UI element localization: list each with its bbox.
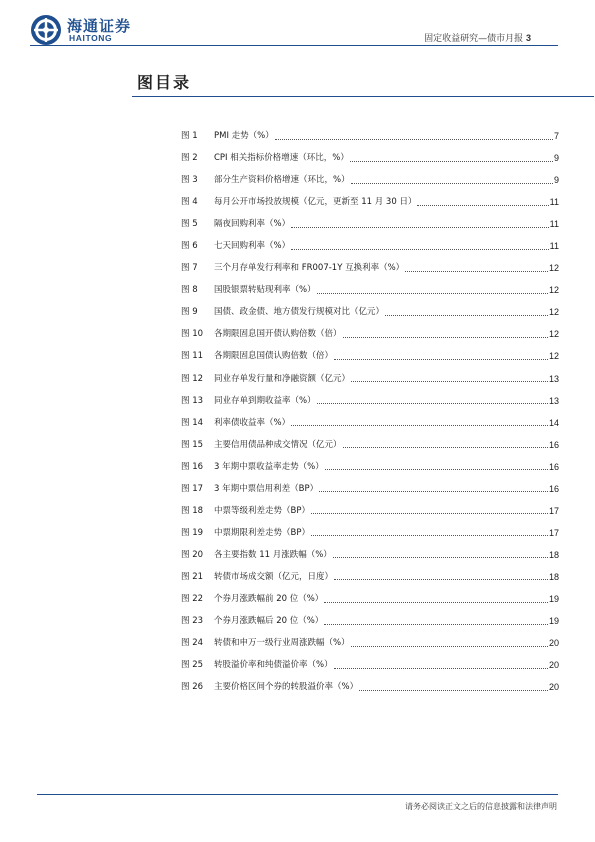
toc-entry[interactable] [181, 544, 559, 566]
toc-entry-label: 图 3 [181, 175, 198, 186]
toc-entry-label: 图 12 [181, 373, 204, 384]
toc-entry-label: 图 7 [181, 263, 198, 274]
toc-entry-page: 19 [548, 594, 559, 604]
footer-disclaimer: 请务必阅读正文之后的信息披露和法律声明 [405, 802, 557, 811]
toc-entry-page: 7 [553, 131, 559, 142]
toc-entry-page: 11 [549, 197, 559, 208]
toc-entry[interactable] [181, 478, 559, 500]
toc-dot-leader [324, 624, 548, 625]
header-report-info [424, 31, 531, 44]
page-number: 3 [525, 33, 531, 43]
toc-entry-label: 图 24 [181, 638, 204, 649]
toc-entry-label: 图 14 [181, 417, 204, 428]
toc-dot-leader [343, 447, 548, 448]
toc-entry-page: 20 [548, 638, 559, 649]
toc-entry[interactable] [181, 235, 559, 257]
toc-entry[interactable] [181, 632, 559, 654]
toc-entry[interactable] [181, 390, 559, 412]
toc-entry-title: 3 年期中票收益率走势（%） [214, 461, 324, 472]
toc-entry-label: 图 6 [181, 241, 198, 252]
toc-dot-leader [311, 513, 548, 514]
toc-entry-page: 13 [548, 373, 559, 384]
toc-entry-title: 中票期限利差走势（BP） [214, 527, 310, 538]
toc-entry-label: 图 13 [181, 395, 204, 406]
toc-entry[interactable] [181, 654, 559, 676]
haitong-logo-icon [30, 14, 62, 46]
toc-dot-leader [359, 690, 548, 691]
toc-entry-title: 转债和申万一级行业周涨跌幅（%） [214, 638, 350, 649]
toc-entry-page: 12 [548, 351, 559, 362]
toc-entry-title: 主要信用债品种成交情况（亿元） [214, 439, 342, 450]
toc-entry-page: 11 [549, 241, 559, 252]
toc-entry-label: 图 18 [181, 505, 204, 516]
toc-entry[interactable] [181, 412, 559, 434]
toc-dot-leader [333, 557, 548, 558]
toc-entry-title: 利率债收益率（%） [214, 417, 291, 428]
toc-entry-title: 3 年期中票信用利差（BP） [214, 483, 319, 494]
toc-entry-page: 12 [548, 263, 559, 274]
toc-entry-title: 转债市场成交额（亿元，日度） [214, 571, 334, 582]
toc-dot-leader [351, 381, 548, 382]
toc-entry[interactable] [181, 147, 559, 169]
toc-entry[interactable] [181, 588, 559, 610]
toc-entry[interactable] [181, 368, 559, 390]
toc-entry-page: 14 [548, 417, 559, 428]
toc-entry-title: 同业存单到期收益率（%） [214, 395, 316, 406]
toc-entry-title: 每月公开市场投放规模（亿元，更新至 11 月 30 日） [214, 197, 417, 208]
toc-entry[interactable] [181, 434, 559, 456]
toc-entry[interactable] [181, 257, 559, 279]
toc-entry-title: PMI 走势（%） [214, 131, 274, 142]
figure-list [181, 125, 559, 698]
toc-entry-title: 国债、政金债、地方债发行规模对比（亿元） [214, 307, 385, 318]
toc-entry-label: 图 25 [181, 660, 204, 671]
toc-dot-leader [324, 602, 548, 603]
toc-entry-page: 12 [548, 329, 559, 340]
toc-dot-leader [350, 161, 553, 162]
title-divider [132, 96, 594, 97]
toc-dot-leader [417, 205, 548, 206]
toc-entry-title: 七天回购利率（%） [214, 241, 291, 252]
toc-entry-label: 图 11 [181, 351, 204, 362]
toc-dot-leader [317, 403, 548, 404]
toc-entry[interactable] [181, 279, 559, 301]
footer-divider [37, 794, 558, 795]
toc-entry-page: 12 [548, 307, 559, 318]
toc-entry-label: 图 2 [181, 153, 198, 164]
toc-entry-label: 图 4 [181, 197, 198, 208]
toc-entry[interactable] [181, 522, 559, 544]
toc-entry-label: 图 9 [181, 307, 198, 318]
toc-entry-label: 图 23 [181, 616, 204, 627]
toc-entry-label: 图 21 [181, 571, 204, 582]
toc-entry-label: 图 15 [181, 439, 204, 450]
toc-dot-leader [291, 249, 549, 250]
logo-english-name: HAITONG [69, 33, 113, 43]
page-title: 图目录 [137, 73, 192, 92]
toc-entry-page: 19 [548, 616, 559, 627]
header-divider [30, 45, 558, 46]
toc-entry-title: 隔夜回购利率（%） [214, 219, 291, 230]
toc-dot-leader [334, 579, 548, 580]
report-type: 固定收益研究—债市月报 [424, 34, 524, 44]
company-logo [30, 14, 140, 46]
toc-dot-leader [351, 646, 548, 647]
toc-entry-title: 个券月涨跌幅前 20 位（%） [214, 594, 324, 604]
toc-entry-page: 16 [548, 439, 559, 450]
toc-entry-page: 11 [549, 219, 559, 230]
toc-dot-leader [334, 359, 548, 360]
toc-entry[interactable] [181, 610, 559, 632]
logo-chinese-name: 海通证券 [67, 17, 132, 35]
toc-dot-leader [291, 425, 548, 426]
toc-entry-title: 各主要指数 11 月涨跌幅（%） [214, 549, 332, 560]
toc-dot-leader [311, 535, 548, 536]
toc-entry-label: 图 10 [181, 329, 204, 340]
toc-entry-page: 20 [548, 660, 559, 671]
toc-entry-page: 17 [548, 527, 559, 538]
toc-dot-leader [291, 227, 549, 228]
toc-entry-page: 18 [548, 571, 559, 582]
toc-entry-page: 16 [548, 483, 559, 494]
toc-entry-title: 主要价格区间个券的转股溢价率（%） [214, 682, 359, 693]
toc-entry[interactable] [181, 125, 559, 147]
toc-entry-title: 国股银票转贴现利率（%） [214, 285, 316, 296]
toc-entry-label: 图 19 [181, 527, 204, 538]
toc-entry[interactable] [181, 169, 559, 191]
toc-dot-leader [275, 139, 553, 140]
toc-entry[interactable] [181, 301, 559, 323]
toc-entry-title: 个券月涨跌幅后 20 位（%） [214, 616, 324, 627]
toc-entry-page: 16 [548, 461, 559, 472]
toc-entry-page: 20 [548, 682, 559, 693]
toc-entry[interactable] [181, 676, 559, 698]
toc-entry-label: 图 16 [181, 461, 204, 472]
toc-entry-page: 13 [548, 395, 559, 406]
toc-entry-label: 图 1 [181, 131, 198, 142]
toc-entry-page: 9 [553, 175, 559, 186]
toc-entry-label: 图 5 [181, 219, 198, 230]
toc-entry[interactable] [181, 191, 559, 213]
toc-entry-title: 中票等级利差走势（BP） [214, 505, 310, 516]
toc-dot-leader [334, 668, 548, 669]
toc-entry[interactable] [181, 323, 559, 345]
toc-dot-leader [317, 293, 548, 294]
toc-entry-title: CPI 相关指标价格增速（环比，%） [214, 153, 349, 164]
toc-dot-leader [343, 337, 548, 338]
toc-dot-leader [351, 183, 553, 184]
toc-entry[interactable] [181, 213, 559, 235]
toc-entry[interactable] [181, 500, 559, 522]
toc-dot-leader [405, 271, 548, 272]
toc-dot-leader [319, 491, 548, 492]
toc-entry-label: 图 20 [181, 549, 204, 560]
toc-entry-page: 18 [548, 549, 559, 560]
toc-entry-label: 图 26 [181, 682, 204, 693]
toc-entry-title: 各期限固息国债认购倍数（倍） [214, 351, 334, 362]
toc-entry-title: 转股溢价率和纯债溢价率（%） [214, 660, 333, 671]
toc-entry-page: 17 [548, 505, 559, 516]
toc-entry-title: 同业存单发行量和净融资额（亿元） [214, 373, 351, 384]
toc-entry[interactable] [181, 456, 559, 478]
toc-entry-title: 部分生产资料价格增速（环比，%） [214, 175, 350, 186]
toc-entry-label: 图 17 [181, 483, 204, 494]
toc-entry-label: 图 8 [181, 285, 198, 296]
toc-entry[interactable] [181, 345, 559, 367]
toc-entry-title: 各期限固息国开债认购倍数（倍） [214, 329, 342, 340]
toc-entry-title: 三个月存单发行利率和 FR007-1Y 互换利率（%） [214, 263, 405, 274]
toc-entry-page: 12 [548, 285, 559, 296]
toc-entry-label: 图 22 [181, 594, 204, 604]
toc-entry-page: 9 [553, 153, 559, 164]
toc-dot-leader [385, 315, 548, 316]
toc-dot-leader [325, 469, 548, 470]
toc-entry[interactable] [181, 566, 559, 588]
